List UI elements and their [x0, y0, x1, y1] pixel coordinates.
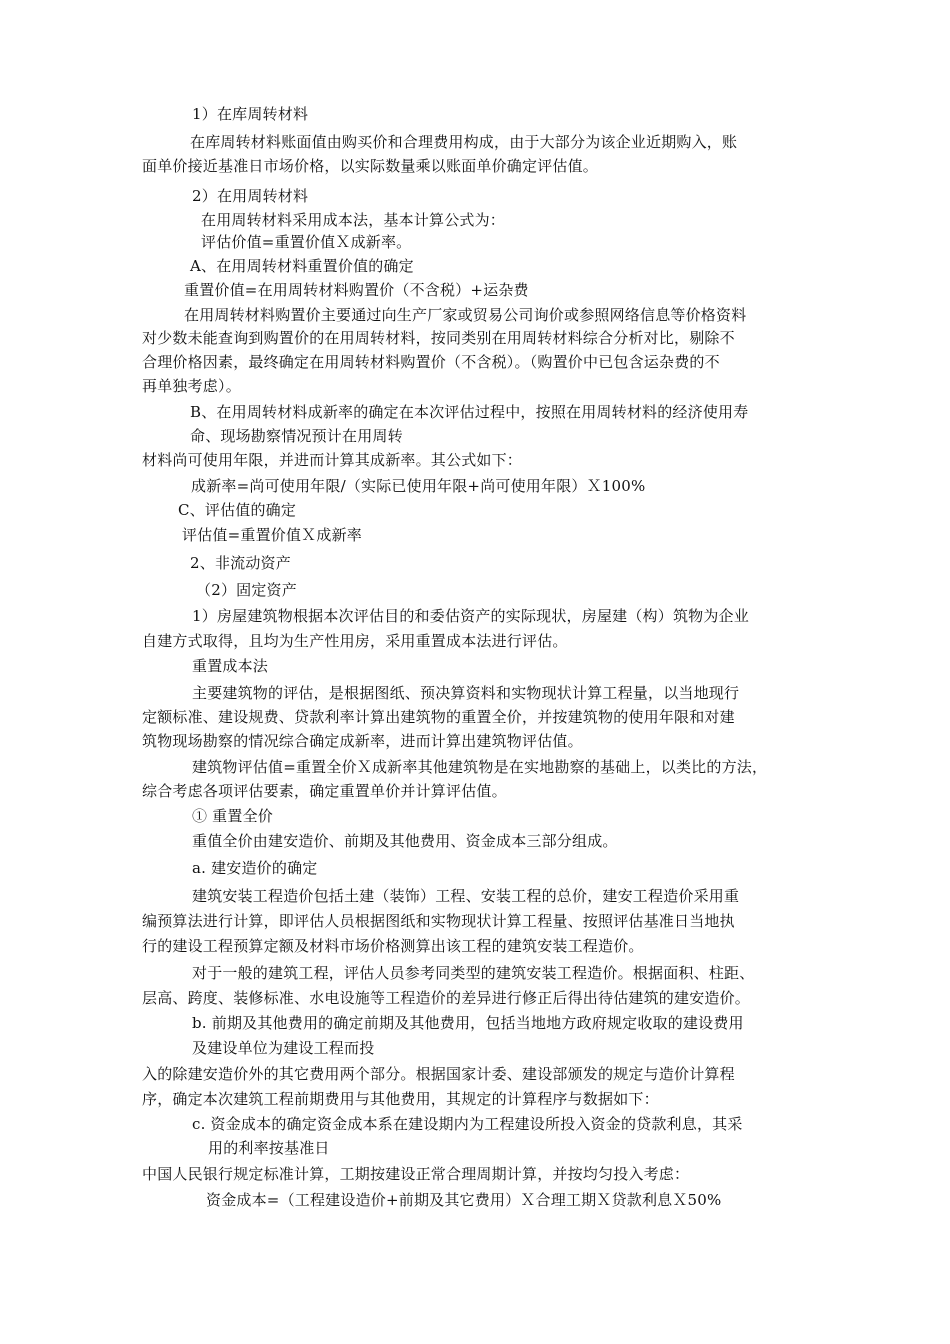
paragraph-line: 建筑物评估值=重置全价Ｘ成新率其他建筑物是在实地勘察的基础上，以类比的方法， — [192, 758, 768, 776]
paragraph-line: 面单价接近基准日市场价格，以实际数量乘以账面单价确定评估值。 — [142, 157, 599, 175]
paragraph-line: 及建设单位为建设工程而投 — [192, 1039, 375, 1057]
paragraph-line: 在库周转材料账面值由购买价和合理费用构成，由于大部分为该企业近期购入，账 — [190, 133, 738, 151]
paragraph-line: 中国人民银行规定标准计算，工期按建设正常合理周期计算，并按均匀投入考虑： — [142, 1165, 690, 1183]
paragraph-line: 综合考虑各项评估要素，确定重置单价并计算评估值。 — [142, 782, 507, 800]
paragraph-line: 行的建设工程预算定额及材料市场价格测算出该工程的建筑安装工程造价。 — [142, 937, 644, 955]
formula-line: 资金成本=（工程建设造价+前期及其它费用）Ｘ合理工期Ｘ贷款利息Ｘ50% — [206, 1191, 722, 1209]
paragraph-line: 材料尚可使用年限，并进而计算其成新率。其公式如下： — [142, 451, 523, 469]
subheading-full-replacement-price: ① 重置全价 — [192, 807, 273, 825]
paragraph-line: 在用周转材料购置价主要通过向生产厂家或贸易公司询价或参照网络信息等价格资料 — [184, 306, 747, 324]
paragraph-line: 重值全价由建安造价、前期及其他费用、资金成本三部分组成。 — [192, 832, 618, 850]
paragraph-line: 定额标准、建设规费、贷款利率计算出建筑物的重置全价，并按建筑物的使用年限和对建 — [142, 708, 735, 726]
paragraph-line: 序，确定本次建筑工程前期费用与其他费用，其规定的计算程序与数据如下： — [142, 1090, 659, 1108]
paragraph-line: 入的除建安造价外的其它费用两个部分。根据国家计委、建设部颁发的规定与造价计算程 — [142, 1065, 735, 1083]
paragraph-line: 在用周转材料采用成本法，基本计算公式为： — [201, 211, 506, 229]
subheading-c: C、评估值的确定 — [178, 501, 297, 519]
paragraph-line: 自建方式取得，且均为生产性用房，采用重置成本法进行评估。 — [142, 632, 568, 650]
formula-line: 评估价值=重置价值Ｘ成新率。 — [201, 233, 412, 251]
paragraph-line: 合理价格因素，最终确定在用周转材料购置价（不含税）。（购置价中已包含运杂费的不 — [142, 353, 720, 371]
paragraph-line: 筑物现场勘察的情况综合确定成新率，进而计算出建筑物评估值。 — [142, 732, 583, 750]
paragraph-line: 再单独考虑）。 — [142, 377, 241, 395]
paragraph-line: 1）房屋建筑物根据本次评估目的和委估资产的实际现状，房屋建（构）筑物为企业 — [192, 607, 749, 625]
heading-in-use-materials: 2）在用周转材料 — [192, 187, 309, 205]
heading-in-stock-materials: 1）在库周转材料 — [192, 105, 309, 123]
paragraph-line: 用的利率按基准日 — [208, 1139, 330, 1157]
paragraph-line: 命、现场勘察情况预计在用周转 — [190, 427, 403, 445]
subheading-capital-cost: c. 资金成本的确定资金成本系在建设期内为工程建设所投入资金的贷款利息，其采 — [192, 1115, 743, 1133]
subheading-b: B、在用周转材料成新率的确定在本次评估过程中，按照在用周转材料的经济使用寿 — [190, 403, 749, 421]
section-heading-non-current-assets: 2、非流动资产 — [190, 554, 291, 572]
section-heading-fixed-assets: （2）固定资产 — [196, 581, 297, 599]
paragraph-line: 主要建筑物的评估，是根据图纸、预决算资料和实物现状计算工程量，以当地现行 — [192, 684, 740, 702]
formula-line: 成新率=尚可使用年限/（实际已使用年限+尚可使用年限）Ｘ100% — [191, 477, 646, 495]
paragraph-line: 建筑安装工程造价包括土建（装饰）工程、安装工程的总价，建安工程造价采用重 — [192, 887, 740, 905]
subheading-construction-cost: a. 建安造价的确定 — [192, 859, 318, 877]
formula-line: 重置价值=在用周转材料购置价（不含税）+运杂费 — [184, 281, 529, 299]
paragraph-line: 编预算法进行计算，即评估人员根据图纸和实物现状计算工程量、按照评估基准日当地执 — [142, 912, 735, 930]
subheading-replacement-cost: 重置成本法 — [192, 657, 269, 675]
subheading-preliminary-costs: b. 前期及其他费用的确定前期及其他费用，包括当地地方政府规定收取的建设费用 — [192, 1014, 744, 1032]
paragraph-line: 对少数未能查询到购置价的在用周转材料，按同类别在用周转材料综合分析对比，剔除不 — [142, 329, 735, 347]
subheading-a: A、在用周转材料重置价值的确定 — [190, 257, 414, 275]
paragraph-line: 层高、跨度、装修标准、水电设施等工程造价的差异进行修正后得出待估建筑的建安造价。 — [142, 989, 751, 1007]
paragraph-line: 对于一般的建筑工程，评估人员参考同类型的建筑安装工程造价。根据面积、柱距、 — [192, 964, 755, 982]
formula-line: 评估值=重置价值Ｘ成新率 — [182, 526, 362, 544]
